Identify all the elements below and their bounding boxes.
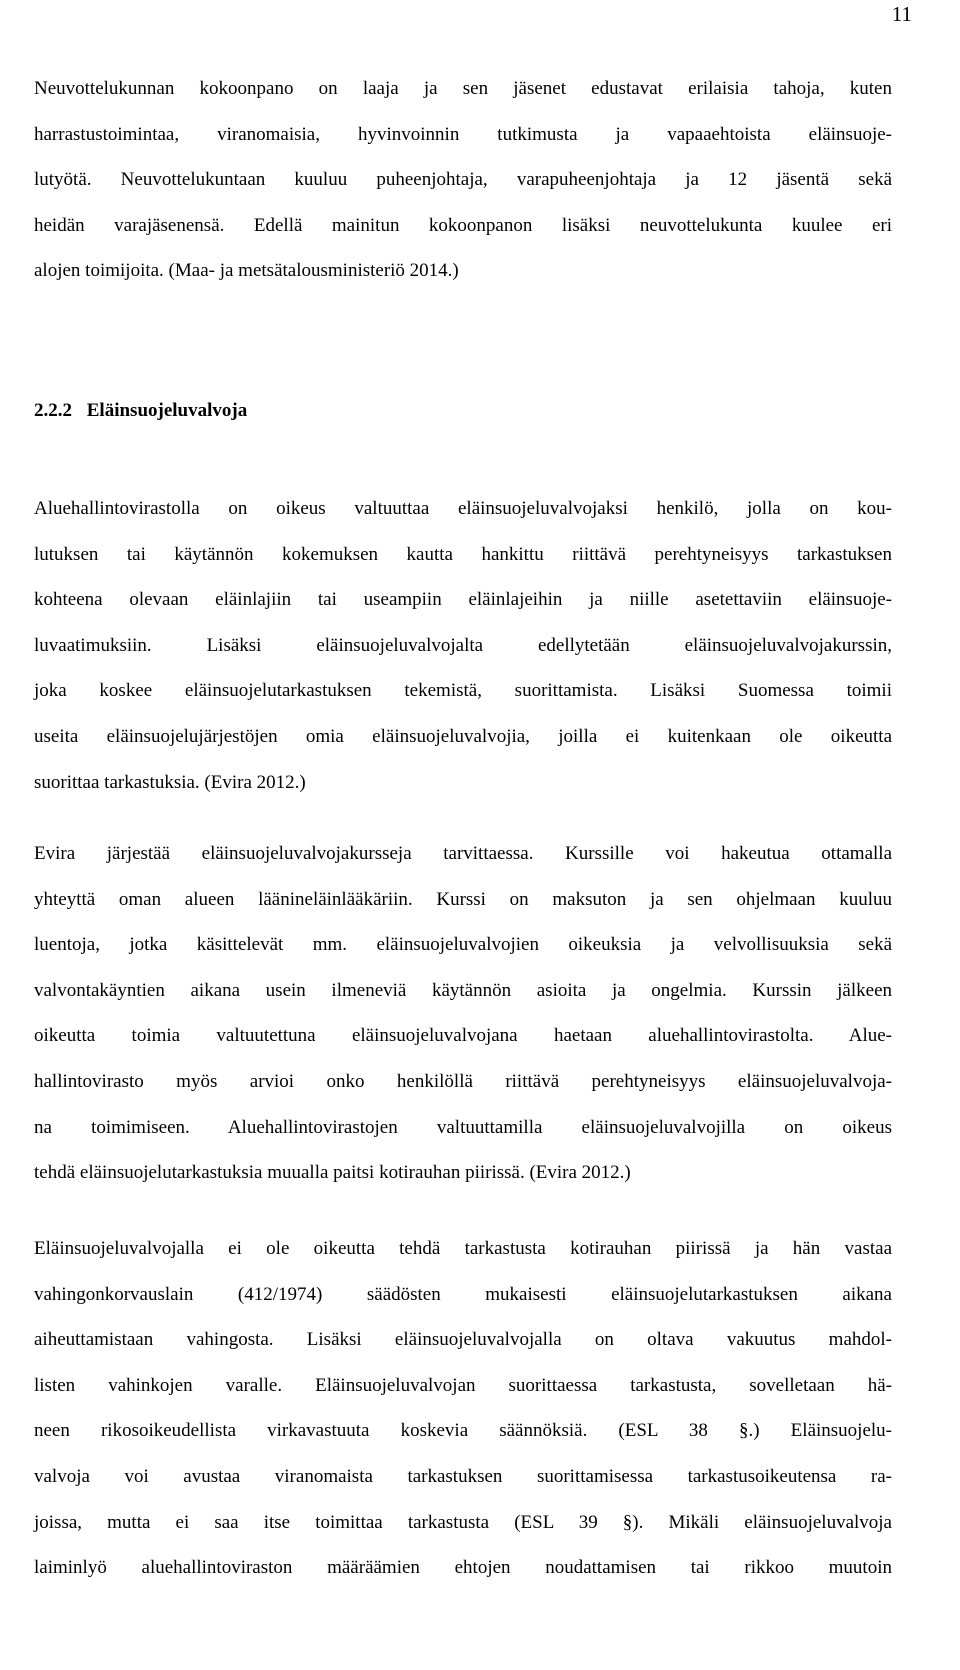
section-heading — [34, 400, 247, 422]
text-line: vahingonkorvauslain (412/1974) säädösten mukaisesti eläinsuojelutarkastuksen aikana — [34, 1283, 892, 1305]
text-line: laiminlyö aluehallintoviraston määräämien ehtojen noudattamisen tai rikkoo muutoin — [34, 1557, 892, 1579]
text-line: Aluehallintovirastolla on oikeus valtuuttaa eläinsuojeluvalvojaksi henkilö, jolla on kou- — [34, 498, 892, 519]
text-line: alojen toimijoita. (Maa- ja metsätalousministeriö 2014.) — [34, 260, 459, 282]
text-line: listen vahinkojen varalle. Eläinsuojeluvalvojan suorittaessa tarkastusta, sovelletaan hä- — [34, 1374, 892, 1396]
text-line: heidän varajäsenensä. Edellä mainitun kokoonpanon lisäksi neuvottelukunta kuulee eri — [34, 214, 892, 236]
text-line: harrastustoimintaa, viranomaisia, hyvinvoinnin tutkimusta ja vapaaehtoista eläinsuoje- — [34, 123, 892, 145]
text-line: joka koskee eläinsuojelutarkastuksen tekemistä, suorittamista. Lisäksi Suomessa toimii — [34, 680, 892, 702]
text-line: suorittaa tarkastuksia. (Evira 2012.) — [34, 771, 306, 793]
text-line: lutyötä. Neuvottelukuntaan kuuluu puheenjohtaja, varapuheenjohtaja ja 12 jäsentä sekä — [34, 169, 892, 191]
text-line: joissa, mutta ei saa itse toimittaa tarkastusta (ESL 39 §). Mikäli eläinsuojeluvalvoja — [34, 1511, 892, 1533]
text-line: tehdä eläinsuojelutarkastuksia muualla paitsi kotirauhan piirissä. (Evira 2012.) — [34, 1162, 631, 1184]
paragraph-kotirauha — [34, 1226, 892, 1591]
section-title: Eläinsuojeluvalvoja — [86, 400, 248, 421]
text-line: na toimimiseen. Aluehallintovirastojen valtuuttamilla eläinsuojeluvalvojilla on oikeus — [34, 1116, 892, 1138]
text-line: lutuksen tai käytännön kokemuksen kautta hankittu riittävä perehtyneisyys tarkastuksen — [34, 543, 892, 565]
text-line: valvontakäyntien aikana usein ilmeneviä käytännön asioita ja ongelmia. Kurssin jälkeen — [34, 979, 892, 1001]
paragraph-evira-kurssit — [34, 831, 892, 1196]
text-line: neen rikosoikeudellista virkavastuuta koskevia säännöksiä. (ESL 38 §.) Eläinsuojelu- — [34, 1420, 892, 1442]
text-line: Neuvottelukunnan kokoonpano on laaja ja sen jäsenet edustavat erilaisia tahoja, kuten — [34, 78, 892, 99]
text-line: hallintovirasto myös arvioi onko henkilöllä riittävä perehtyneisyys eläinsuojeluvalvoja- — [34, 1070, 892, 1092]
text-line: yhteyttä oman alueen läänineläinlääkäriin. Kurssi on maksuton ja sen ohjelmaan kuuluu — [34, 888, 892, 910]
text-line: useita eläinsuojelujärjestöjen omia eläinsuojeluvalvojia, joilla ei kuitenkaan ole oikeutta — [34, 725, 892, 747]
text-line: oikeutta toimia valtuutettuna eläinsuojeluvalvojana haetaan aluehallintovirastolta. Alue- — [34, 1025, 892, 1047]
text-line: valvoja voi avustaa viranomaista tarkastuksen suorittamisessa tarkastusoikeutensa ra- — [34, 1465, 892, 1487]
page-number: 11 — [891, 2, 912, 26]
text-line: kohteena olevaan eläinlajiin tai useampiin eläinlajeihin ja niille asetettaviin eläinsuoje- — [34, 589, 892, 611]
paragraph-aluehallintovirasto — [34, 486, 892, 805]
text-line: Eläinsuojeluvalvojalla ei ole oikeutta tehdä tarkastusta kotirauhan piirissä ja hän vastaa — [34, 1238, 892, 1259]
text-line: aiheuttamistaan vahingosta. Lisäksi eläinsuojeluvalvojalla on oltava vakuutus mahdol- — [34, 1329, 892, 1351]
section-number: 2.2.2 — [34, 400, 72, 421]
text-line: Evira järjestää eläinsuojeluvalvojakursseja tarvittaessa. Kurssille voi hakeutua ottamalla — [34, 843, 892, 864]
text-line: luentoja, jotka käsittelevät mm. eläinsuojeluvalvojien oikeuksia ja velvollisuuksia sekä — [34, 934, 892, 956]
paragraph-neuvottelukunta — [34, 66, 892, 294]
text-line: luvaatimuksiin. Lisäksi eläinsuojeluvalvojalta edellytetään eläinsuojeluvalvojakurssin, — [34, 634, 892, 656]
